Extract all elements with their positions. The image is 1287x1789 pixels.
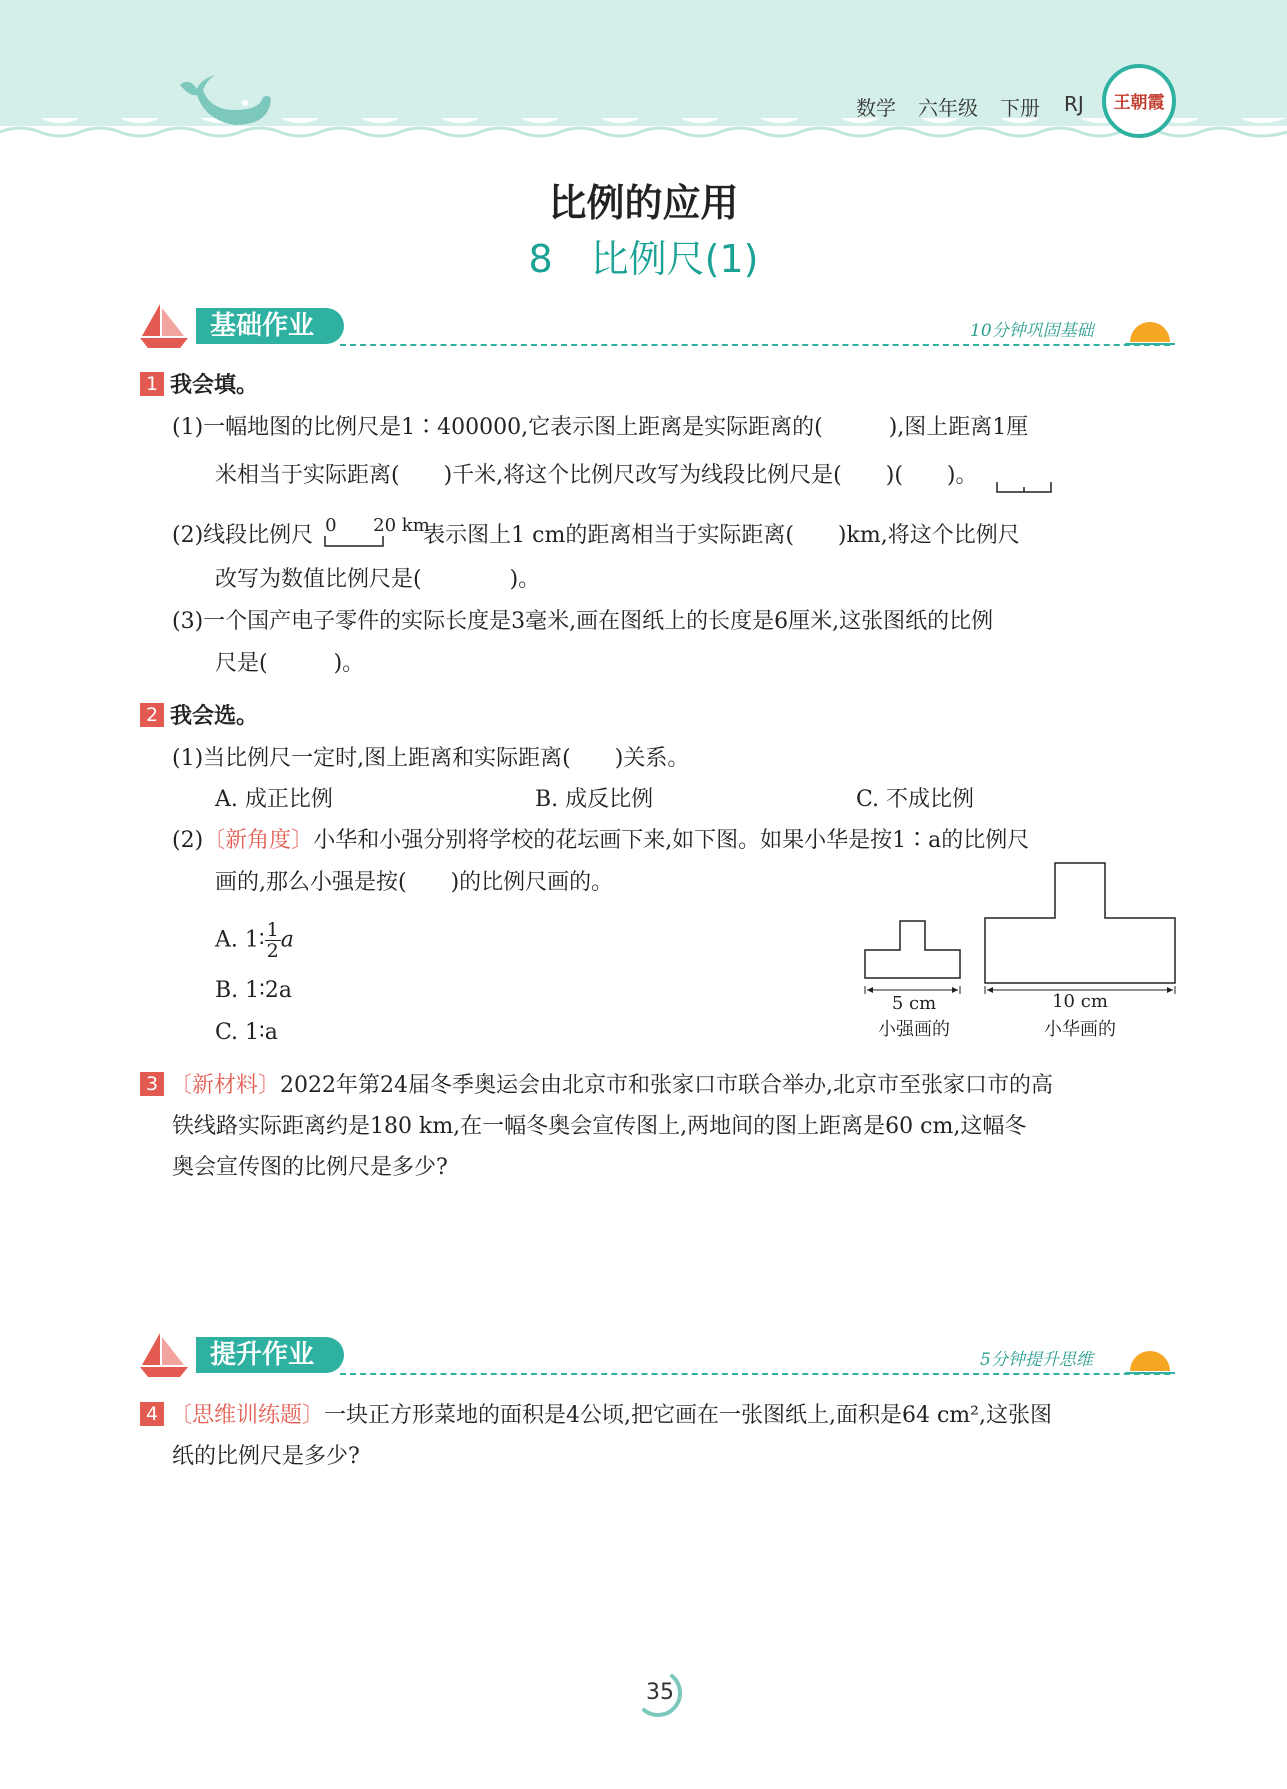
header-subject: 数学 — [856, 96, 896, 120]
section-banner-basic — [140, 308, 1180, 348]
new-material-tag: 〔新材料〕 — [170, 1073, 281, 1098]
small-flowerbed-shape — [865, 921, 960, 978]
q2-part2-line2: 画的,那么小强是按( )的比例尺画的。 — [215, 870, 614, 895]
q1-part3-line2: 尺是( )。 — [215, 651, 365, 676]
section-time-note: 5分钟提升思维 — [980, 1350, 1093, 1370]
sunset-icon — [1125, 314, 1175, 346]
q3-text: 2022年第24届冬季奥运会由北京市和张家口市联合举办,北京市至张家口市的高 — [280, 1073, 1053, 1098]
q2-part2-prefix: (2) — [172, 828, 204, 853]
q2-option-b-ratio: B. 1∶2a — [215, 978, 292, 1003]
section-divider — [340, 1373, 1170, 1375]
sailboat-icon — [140, 1331, 190, 1379]
page-title: 比例的应用 — [548, 181, 739, 225]
section-label: 基础作业 — [196, 308, 344, 344]
question-title: 我会填。 — [170, 373, 259, 398]
thinking-training-tag: 〔思维训练题〕 — [170, 1403, 325, 1428]
page-number: 35 — [646, 1680, 674, 1705]
fraction-numerator: 1 — [266, 919, 279, 941]
question-3-line1 — [140, 1072, 1053, 1100]
sailboat-icon — [140, 302, 190, 350]
section-time-note: 10分钟巩固基础 — [970, 321, 1094, 341]
header-grade: 六年级 — [918, 96, 978, 120]
fraction — [265, 920, 281, 961]
q2-part1: (1)当比例尺一定时,图上距离和实际距离( )关系。 — [172, 746, 690, 771]
q2-part2-line1 — [172, 827, 1029, 855]
question-number: 4 — [140, 1402, 164, 1426]
q1-part1-line2: 米相当于实际距离( )千米,将这个比例尺改写为线段比例尺是( )( )。 — [215, 463, 978, 488]
large-length-label: 10 cm — [1052, 991, 1108, 1012]
question-3-line3: 奥会宣传图的比例尺是多少? — [172, 1155, 448, 1180]
sunset-icon — [1125, 1343, 1175, 1375]
question-2-heading — [140, 703, 258, 731]
large-flowerbed-shape — [985, 863, 1175, 983]
new-angle-tag: 〔新角度〕 — [203, 828, 314, 853]
q1-part2-prefix: (2)线段比例尺 — [172, 523, 314, 548]
q1-part2-suffix: 表示图上1 cm的距离相当于实际距离( )km,将这个比例尺 — [423, 523, 1020, 548]
question-4-line1 — [140, 1402, 1052, 1430]
section-label: 提升作业 — [196, 1337, 344, 1373]
q4-text: 一块正方形菜地的面积是4公顷,把它画在一张图纸上,面积是64 cm²,这张图 — [324, 1403, 1052, 1428]
brand-label: 王朝霞 — [1113, 93, 1165, 113]
q2-option-c-ratio: C. 1∶a — [215, 1020, 278, 1045]
question-number: 1 — [140, 372, 164, 396]
q2-option-c: C. 不成比例 — [856, 787, 975, 812]
fraction-denominator: 2 — [266, 940, 279, 962]
q2-option-a-fraction — [215, 920, 294, 961]
q1-part2-line2: 改写为数值比例尺是( )。 — [215, 567, 541, 592]
q2-option-b: B. 成反比例 — [535, 787, 654, 812]
header-edition: RJ — [1064, 92, 1084, 116]
question-3-line2: 铁线路实际距离约是180 km,在一幅冬奥会宣传图上,两地间的图上距离是60 cm,这幅冬 — [172, 1114, 1027, 1139]
question-1-heading — [140, 372, 258, 400]
line-scale — [313, 515, 430, 550]
option-a-prefix: A. 1∶ — [215, 927, 265, 953]
q1-part2-line1 — [172, 515, 1020, 550]
scale-start-label: 0 — [325, 515, 337, 536]
section-banner-advanced — [140, 1337, 1180, 1377]
question-4-line2: 纸的比例尺是多少? — [172, 1444, 360, 1469]
q1-part3-line1: (3)一个国产电子零件的实际长度是3毫米,画在图纸上的长度是6厘米,这张图纸的比例 — [172, 609, 994, 634]
small-caption: 小强画的 — [878, 1019, 950, 1040]
small-length-label: 5 cm — [891, 993, 937, 1014]
flowerbed-figure — [860, 858, 1180, 1008]
header-volume: 下册 — [1000, 96, 1040, 120]
section-divider — [340, 344, 1170, 346]
whale-icon — [175, 75, 275, 135]
lesson-title: 8 比例尺(1) — [528, 237, 759, 281]
brand-badge — [1102, 64, 1176, 138]
scale-bar — [323, 534, 385, 548]
q2-option-a: A. 成正比例 — [215, 787, 333, 812]
large-caption: 小华画的 — [1044, 1019, 1116, 1040]
question-title: 我会选。 — [170, 704, 259, 729]
blank-scale-bar — [995, 480, 1059, 496]
question-number: 3 — [140, 1072, 164, 1096]
q2-part2-text: 小华和小强分别将学校的花坛画下来,如下图。如果小华是按1∶a的比例尺 — [313, 828, 1030, 853]
scale-end-label: 20 km — [373, 515, 430, 536]
option-a-variable: a — [280, 927, 294, 953]
question-number: 2 — [140, 703, 164, 727]
q1-part1-line1: (1)一幅地图的比例尺是1∶400000,它表示图上距离是实际距离的( ),图上距离1厘 — [172, 415, 1029, 440]
